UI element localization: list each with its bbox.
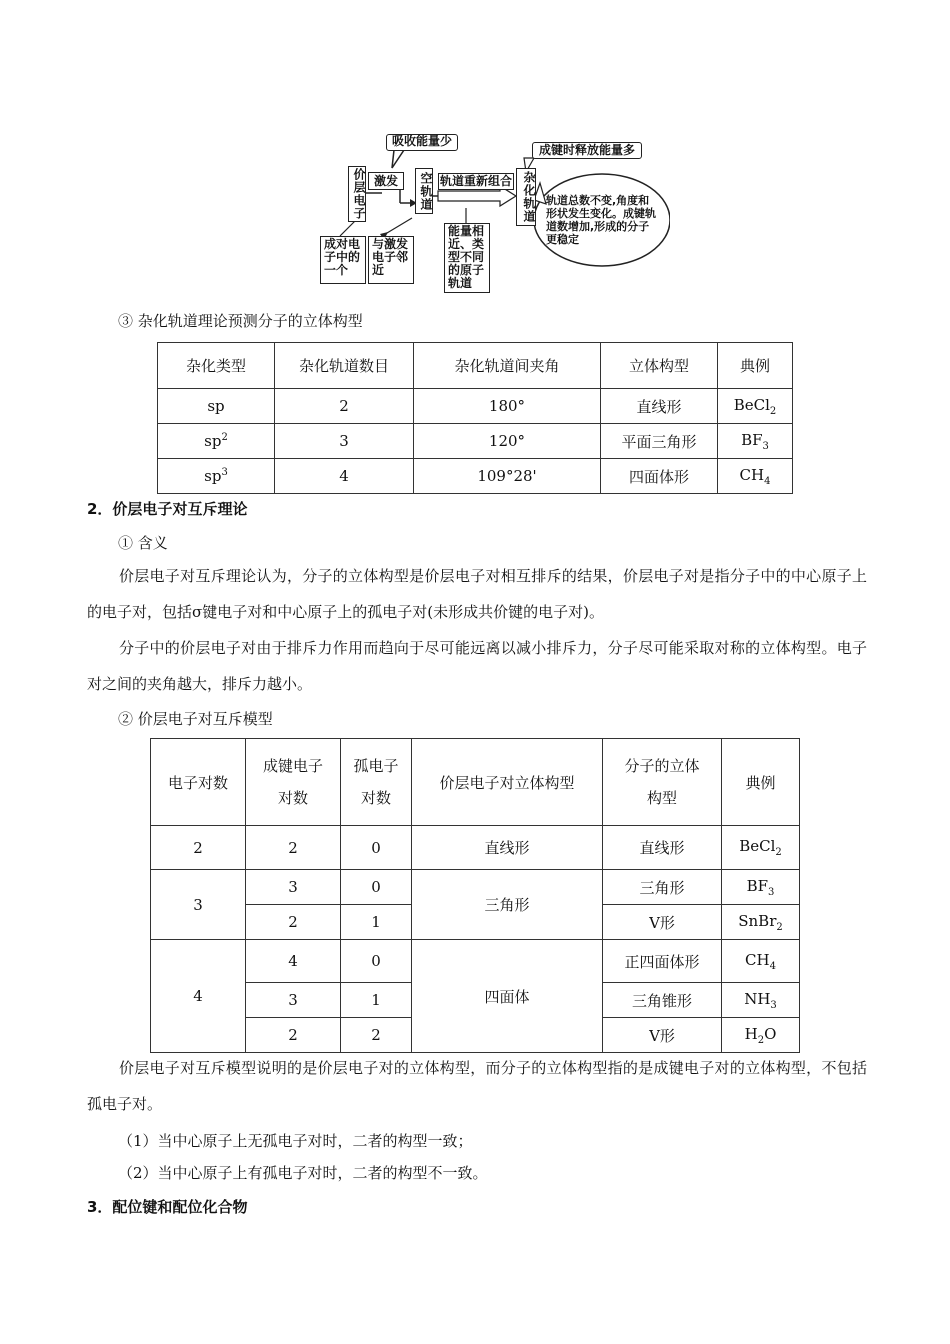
t1-header: 杂化轨道间夹角 — [414, 343, 601, 389]
t2-header — [246, 739, 341, 826]
absorb-energy-label: 吸收能量少 — [386, 134, 458, 151]
example-sub: 3 — [762, 440, 769, 452]
hybrid-type — [158, 389, 275, 424]
example-sub: 4 — [764, 475, 771, 487]
table-row — [151, 826, 800, 870]
t2-header-text: 成键电子对数 — [263, 757, 324, 807]
example — [722, 870, 800, 905]
t2-header: 典例 — [722, 739, 800, 826]
hybrid-type — [158, 459, 275, 494]
example — [718, 459, 793, 494]
table-row — [151, 940, 800, 983]
geometry: 直线形 — [601, 389, 718, 424]
hybrid-type-sup: 3 — [221, 467, 228, 478]
ellipse-note: 轨道总数不变,角度和形状发生变化。成键轨道数增加,形成的分子更稳定 — [546, 194, 656, 246]
example-sub: 2 — [776, 921, 783, 933]
lone-pairs: 0 — [341, 826, 412, 870]
hybrid-orbital-box: 杂化轨道 — [516, 168, 536, 226]
bond-pairs: 2 — [246, 905, 341, 940]
molecular-geometry: 三角锥形 — [603, 983, 722, 1018]
section2-paragraph1: 价层电子对互斥理论认为，分子的立体构型是价层电子对相互排斥的结果，价层电子对是指分子中的中心原子上的电子对，包括σ键电子对和中心原子上的孤电子对(未形成共价键的电子对)。 — [87, 567, 867, 621]
bond-pairs: 4 — [246, 940, 341, 983]
pair-count: 3 — [151, 870, 246, 940]
recombine-box: 轨道重新组合 — [439, 174, 512, 188]
section2-paragraph2: 分子中的价层电子对由于排斥力作用而趋向于尽可能远离以减小排斥力，分子尽可能采取对称的立体构型。电子对之间的夹角越大，排斥力越小。 — [87, 639, 867, 693]
vsepr-table — [150, 738, 800, 1053]
example-formula: BeCl — [733, 395, 770, 414]
molecular-geometry: 正四面体形 — [603, 940, 722, 983]
t1-header: 杂化类型 — [158, 343, 275, 389]
section1-item3: ③ 杂化轨道理论预测分子的立体构型 — [118, 312, 363, 330]
hybrid-type-base: sp — [207, 397, 225, 415]
example-sub: 2 — [769, 405, 777, 417]
lone-pairs: 1 — [341, 905, 412, 940]
t1-header: 典例 — [718, 343, 793, 389]
example-formula: CH — [739, 465, 765, 484]
hybrid-type — [158, 424, 275, 459]
geometry: 平面三角形 — [601, 424, 718, 459]
paired-electron-note: 成对电子中的一个 — [320, 236, 366, 284]
t1-header: 立体构型 — [601, 343, 718, 389]
lone-pairs: 2 — [341, 1018, 412, 1053]
bond-pairs: 3 — [246, 983, 341, 1018]
similar-energy-note: 能量相近、类型不同的原子轨道 — [444, 223, 490, 293]
example-formula: BF — [741, 430, 763, 449]
example-sub: 2 — [757, 1034, 765, 1046]
valence-electron-box: 价层电子 — [348, 166, 366, 222]
example-formula: NH — [744, 989, 771, 1008]
orbital-angle: 180° — [414, 389, 601, 424]
hybridization-diagram — [320, 128, 670, 298]
section2-item2: ② 价层电子对互斥模型 — [118, 710, 273, 728]
list-item-1: （1）当中心原子上无孤电子对时，二者的构型一致； — [118, 1132, 473, 1150]
molecular-geometry: V形 — [603, 905, 722, 940]
table-row — [158, 424, 793, 459]
example — [718, 424, 793, 459]
example-formula: SnBr — [738, 911, 777, 930]
t2-header — [341, 739, 412, 826]
pair-count: 4 — [151, 940, 246, 1053]
hybrid-type-base: sp — [204, 467, 222, 485]
lone-pairs: 1 — [341, 983, 412, 1018]
hybridization-table — [157, 342, 793, 494]
molecular-geometry: 三角形 — [603, 870, 722, 905]
geometry: 四面体形 — [601, 459, 718, 494]
vsepr-geometry: 四面体 — [412, 940, 603, 1053]
excite-box: 激发 — [368, 172, 404, 190]
section2-item1: ① 含义 — [118, 534, 168, 552]
example — [722, 826, 800, 870]
example — [722, 1018, 800, 1053]
pair-count: 2 — [151, 826, 246, 870]
adjacent-electron-note: 与激发电子邻近 — [368, 236, 414, 284]
t2-header-text: 分子的立体构型 — [624, 757, 700, 807]
t1-header: 杂化轨道数目 — [275, 343, 414, 389]
hybrid-type-base: sp — [204, 432, 222, 450]
lone-pairs: 0 — [341, 940, 412, 983]
molecular-geometry: V形 — [603, 1018, 722, 1053]
example-sub: 4 — [769, 960, 776, 972]
example-sub: 3 — [770, 999, 777, 1011]
list-item-2: （2）当中心原子上有孤电子对时，二者的构型不一致。 — [118, 1164, 488, 1182]
t2-header-text: 孤电子对数 — [353, 757, 399, 807]
example — [722, 983, 800, 1018]
orbital-count: 4 — [275, 459, 414, 494]
orbital-count: 2 — [275, 389, 414, 424]
section2-title: 2．价层电子对互斥理论 — [87, 500, 248, 518]
release-energy-label: 成键时释放能量多 — [532, 142, 642, 159]
bond-pairs: 3 — [246, 870, 341, 905]
example — [718, 389, 793, 424]
vsepr-geometry: 三角形 — [412, 870, 603, 940]
molecular-geometry: 直线形 — [603, 826, 722, 870]
example-formula: BF — [746, 876, 769, 895]
example — [722, 905, 800, 940]
table-row — [158, 459, 793, 494]
section3-title: 3．配位键和配位化合物 — [87, 1198, 248, 1216]
orbital-angle: 120° — [414, 424, 601, 459]
example — [722, 940, 800, 983]
example-tail: O — [764, 1024, 777, 1043]
example-formula: H — [744, 1024, 758, 1043]
hybrid-type-sup: 2 — [221, 432, 228, 443]
orbital-count: 3 — [275, 424, 414, 459]
t2-header: 价层电子对立体构型 — [412, 739, 603, 826]
example-formula: CH — [745, 950, 770, 969]
vsepr-summary-paragraph: 价层电子对互斥模型说明的是价层电子对的立体构型，而分子的立体构型指的是成键电子对的立体构型，不包括孤电子对。 — [87, 1059, 867, 1113]
table-row — [158, 389, 793, 424]
bond-pairs: 2 — [246, 1018, 341, 1053]
table-row — [151, 870, 800, 905]
example-sub: 3 — [768, 886, 775, 898]
vsepr-geometry: 直线形 — [412, 826, 603, 870]
example-formula: BeCl — [739, 837, 776, 855]
orbital-angle: 109°28' — [414, 459, 601, 494]
t2-header: 电子对数 — [151, 739, 246, 826]
example-sub: 2 — [775, 847, 782, 858]
bond-pairs: 2 — [246, 826, 341, 870]
t2-header — [603, 739, 722, 826]
empty-orbital-box: 空轨道 — [415, 168, 433, 214]
lone-pairs: 0 — [341, 870, 412, 905]
